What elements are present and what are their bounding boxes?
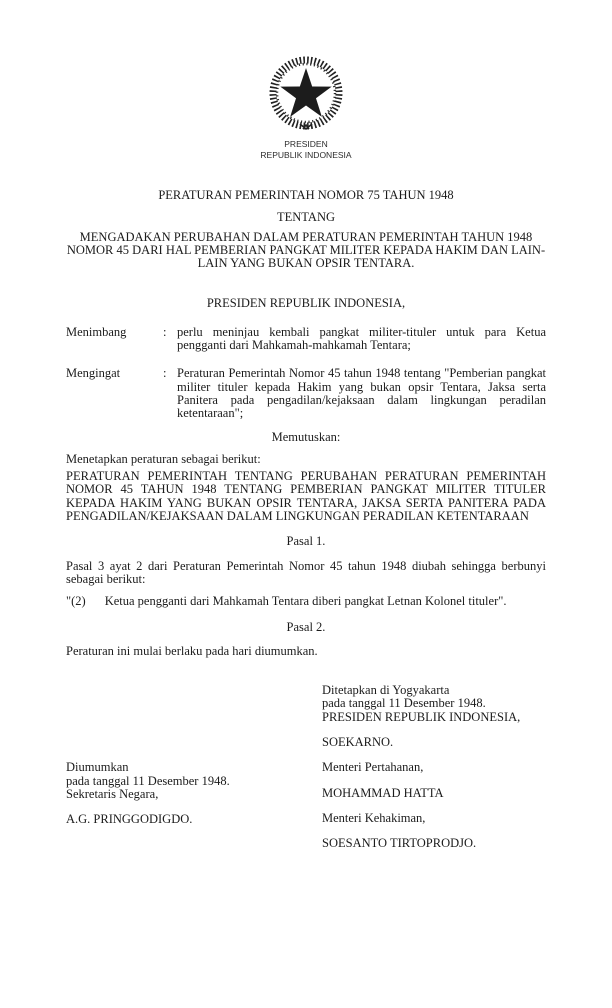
consideration-colon: : [163,324,167,339]
promulgation-block [66,761,322,850]
pasal-1-paragraph: Pasal 3 ayat 2 dari Peraturan Pemerintah Nomor 45 tahun 1948 diubah sehingga berbunyi sebagai berikut: [66,558,546,586]
letterhead-line2: REPUBLIK INDONESIA [260,150,352,160]
star-wreath-icon [266,55,346,133]
consideration-mengingat [66,367,546,420]
menetapkan-intro: Menetapkan peraturan sebagai berikut: [66,451,261,466]
signature-columns [66,761,546,850]
enactment-block [322,684,546,749]
clause-number: "(2) [66,594,86,609]
pasal-2-paragraph: Peraturan ini mulai berlaku pada hari diumumkan. [66,643,318,658]
minister-signature-name: MOHAMMAD HATTA [322,785,444,800]
minister-title: Menteri Pertahanan, [322,760,424,775]
enactment-date: pada tanggal 11 Desember 1948. [322,696,486,711]
consideration-text: Peraturan Pemerintah Nomor 45 tahun 1948 tentang "Pemberian pangkat militer tituler kepada Hakim yang bukan opsir Tentara, Jaksa serta Panitera pada pengadilan/kejaksaan dalam lingkungan peradilan ketentaraan"; [177,366,546,421]
consideration-label: Menimbang [66,324,127,339]
enactment-place: Ditetapkan di Yogyakarta [322,683,450,698]
consideration-menimbang [66,326,546,353]
pasal-1-clause [66,595,546,608]
opening-salutation: PRESIDEN REPUBLIK INDONESIA, [206,296,406,311]
minister-title: Menteri Kehakiman, [322,810,426,825]
consideration-label: Mengingat [66,366,121,381]
promulgation-line1: Diumumkan [66,760,129,775]
secretary-signature-name: A.G. PRINGGODIGDO. [66,812,193,827]
letterhead-line1: PRESIDEN [284,139,328,149]
document-title [66,189,546,270]
decision-body: PERATURAN PEMERINTAH TENTANG PERUBAHAN PERATURAN PEMERINTAH NOMOR 45 TAHUN 1948 TENTANG PEMBERIAN PANGKAT MILITER TITULER KEPADA HAKIM YANG BUKAN OPSIR TENTARA, JAKSA SERTA PANITERA PADA PENGADILAN/KEJAKSAAN DALAM LINGKUNGAN PERADILAN KETENTARAAN [66,469,546,524]
enactment-authority: PRESIDEN REPUBLIK INDONESIA, [322,709,521,724]
ministers-block [322,761,546,850]
title-subject-line: MENGADAKAN PERUBAHAN DALAM PERATURAN PEMERINTAH TAHUN 1948 NOMOR 45 DARI HAL PEMBERIAN PANGKAT MILITER KEPADA HAKIM DAN LAIN-LAIN YANG BUKAN OPSIR TENTARA. [66,229,546,271]
consideration-text: perlu meninjau kembali pangkat militer-tituler untuk para Ketua pengganti dari Mahkamah-mahkamah Tentara; [177,324,546,353]
minister-defense [322,761,546,800]
clause-text: Ketua pengganti dari Mahkamah Tentara diberi pangkat Letnan Kolonel tituler". [104,594,507,609]
title-number-line: PERATURAN PEMERINTAH NOMOR 75 TAHUN 1948 [158,188,454,202]
letterhead [66,139,546,161]
president-signature-name: SOEKARNO. [322,735,394,750]
presidential-emblem [66,55,546,133]
minister-justice [322,812,546,851]
promulgation-line2: pada tanggal 11 Desember 1948. [66,773,230,788]
minister-signature-name: SOESANTO TIRTOPRODJO. [322,836,477,851]
memutuskan-heading: Memutuskan: [271,429,341,444]
title-tentang-line: TENTANG [276,210,335,225]
pasal-2-heading: Pasal 2. [286,619,326,634]
pasal-1-heading: Pasal 1. [286,534,326,549]
promulgation-line3: Sekretaris Negara, [66,786,159,801]
consideration-colon: : [163,366,167,381]
